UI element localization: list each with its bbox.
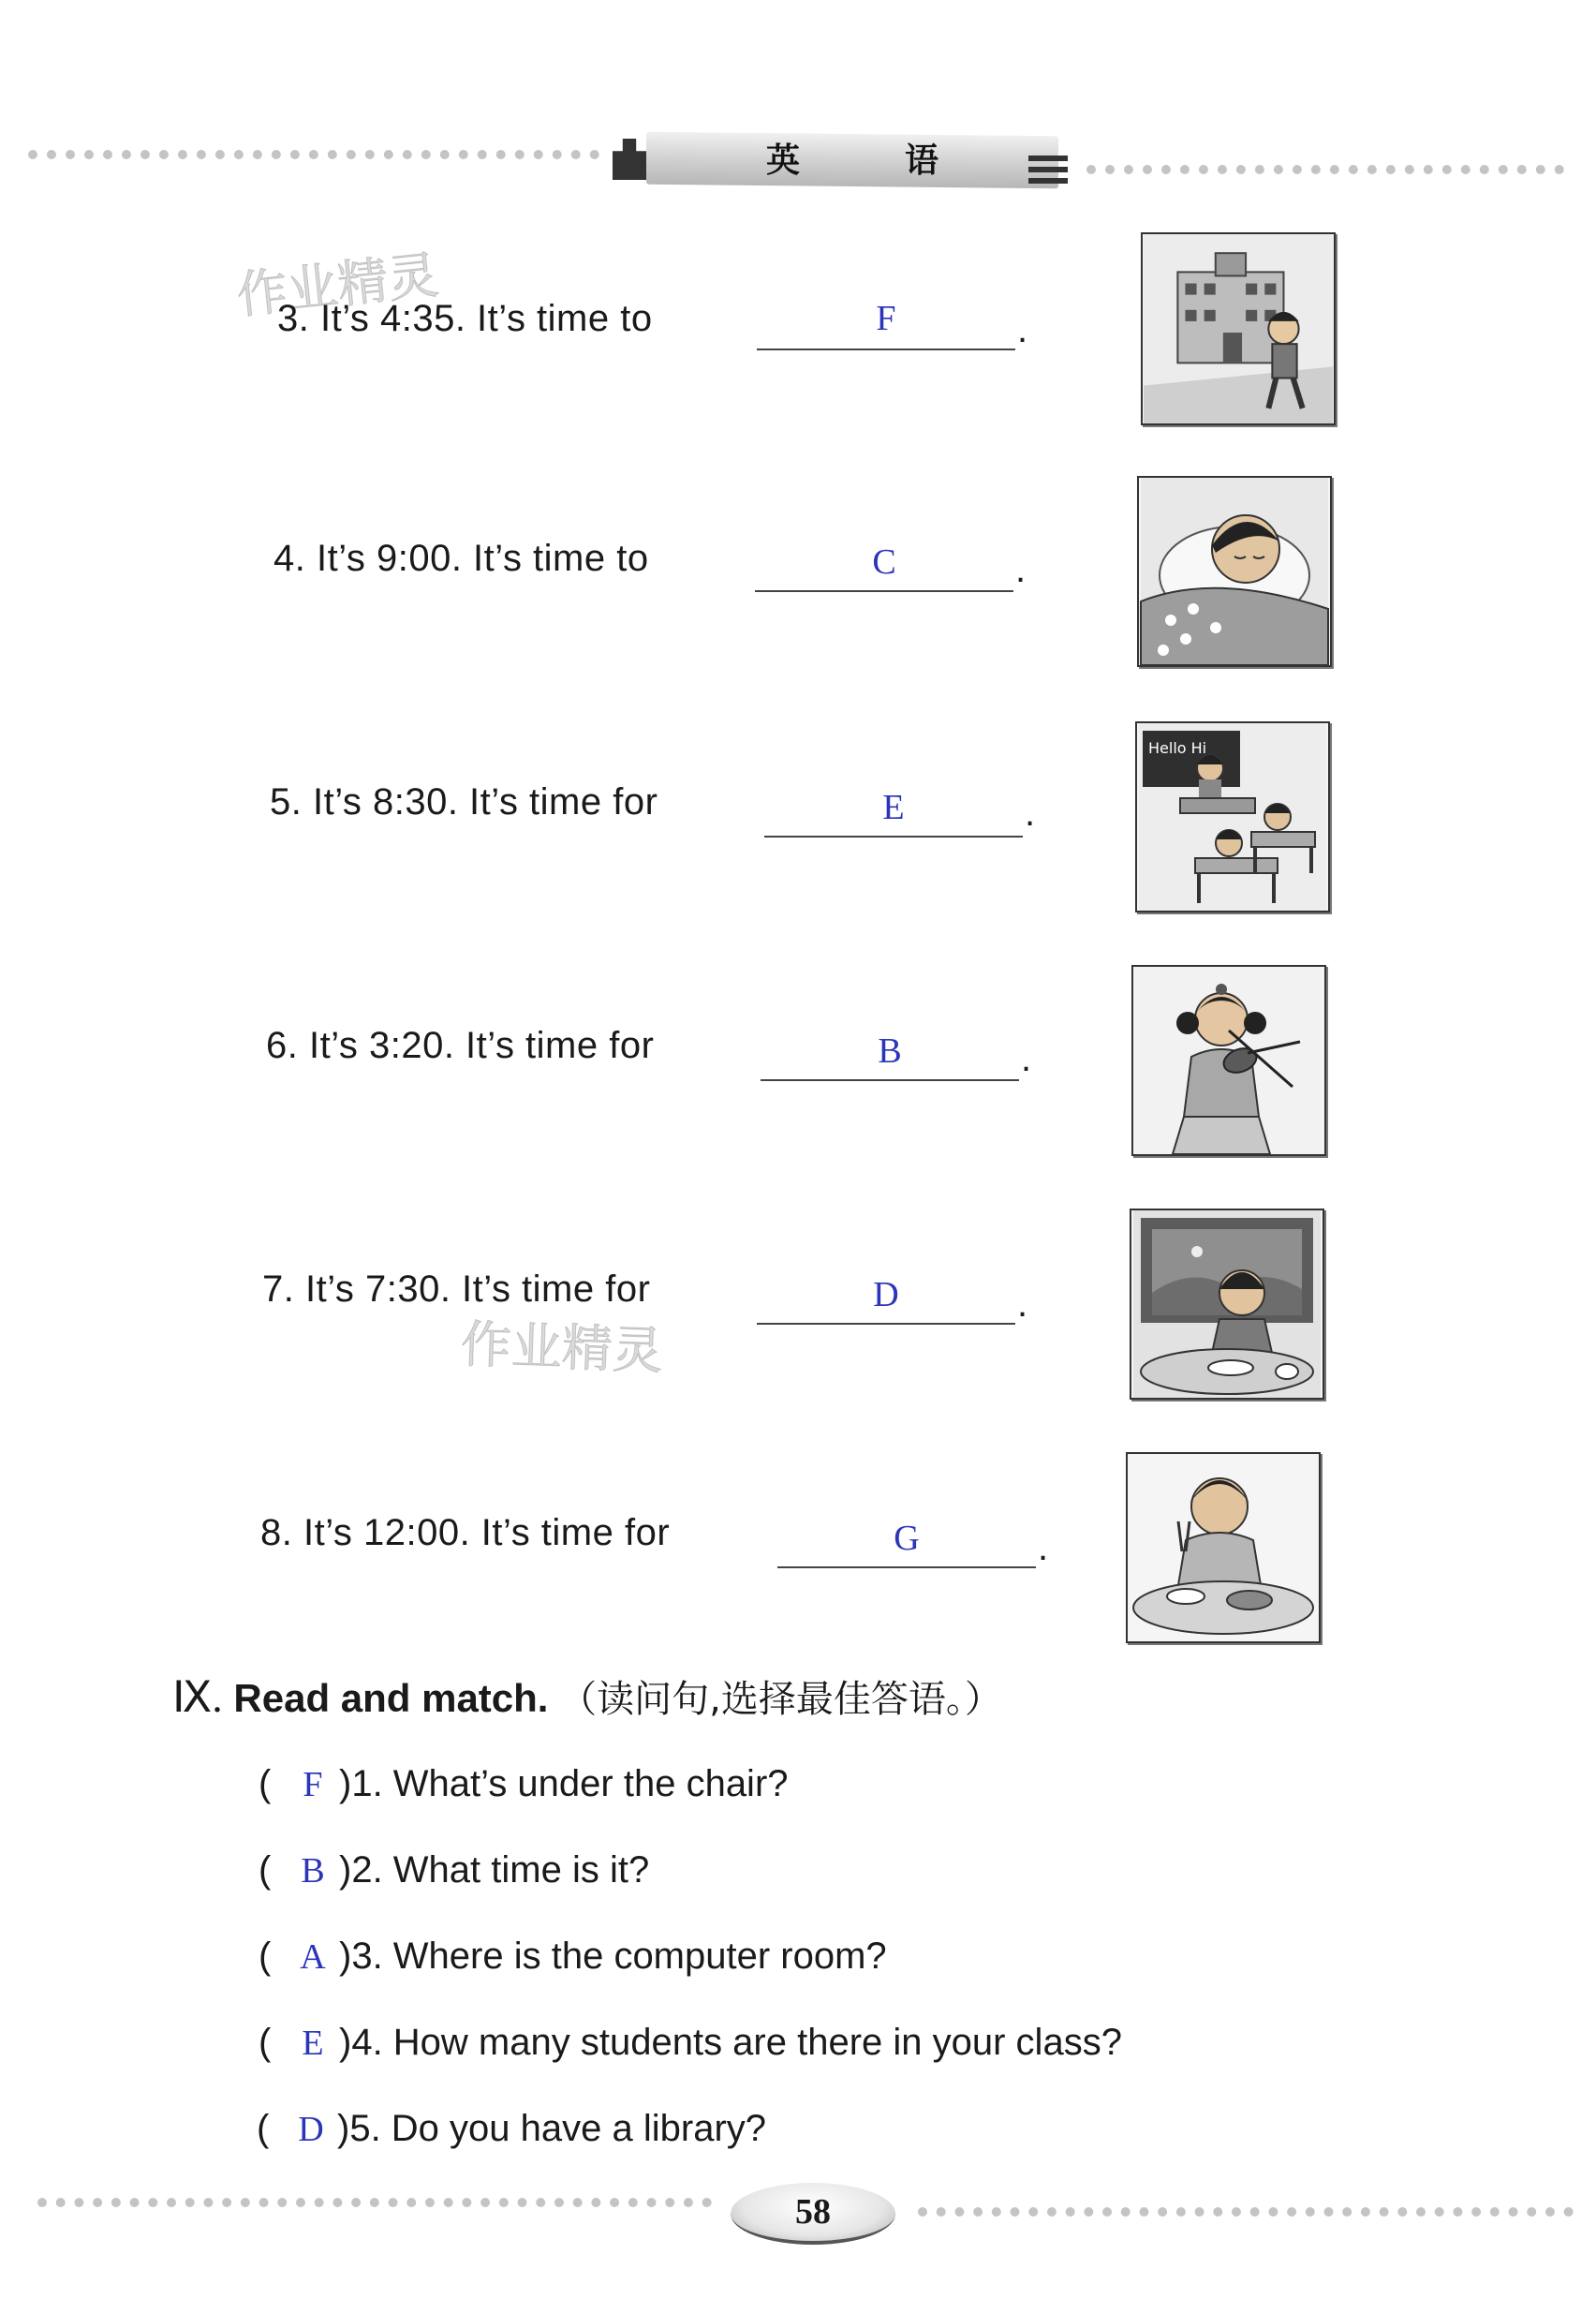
- watermark: 作业精灵: [233, 245, 442, 326]
- answer-letter: C: [872, 542, 896, 582]
- open-paren: (: [259, 1936, 272, 1977]
- question-text: 7. It’s 7:30. It’s time for: [262, 1268, 651, 1310]
- match-question: )5. Do you have a library?: [337, 2108, 767, 2149]
- answer-letter: F: [876, 299, 896, 338]
- blackboard-text: Hello Hi: [1148, 739, 1207, 757]
- match-item: [259, 1936, 887, 1978]
- school-building-boy-icon: [1141, 232, 1336, 425]
- sentence-period: .: [1017, 1283, 1028, 1325]
- match-answer[interactable]: F: [303, 1765, 323, 1804]
- section-number: Ⅸ.: [172, 1673, 223, 1721]
- answer-letter: E: [882, 788, 905, 827]
- sentence-period: .: [1017, 309, 1028, 350]
- match-question: )1. What’s under the chair?: [339, 1763, 789, 1804]
- match-answer[interactable]: E: [302, 2024, 324, 2063]
- question-text: 3. It’s 4:35. It’s time to: [277, 298, 653, 339]
- header-char-1: 英: [765, 141, 800, 180]
- page-number: 58: [731, 2183, 895, 2245]
- sentence-period: .: [1021, 1038, 1032, 1079]
- match-question: )4. How many students are there in your class?: [339, 2022, 1122, 2063]
- sentence-period: .: [1038, 1527, 1049, 1568]
- question-text: 5. It’s 8:30. It’s time for: [270, 781, 658, 823]
- footer-dotted-rule-left: [37, 2198, 712, 2207]
- answer-blank[interactable]: [777, 1566, 1036, 1568]
- header-subject: [646, 137, 1058, 185]
- sentence-period: .: [1025, 793, 1036, 834]
- answer-blank[interactable]: [757, 349, 1015, 350]
- header-dotted-rule-right: [1086, 165, 1564, 174]
- lunch-boy-icon: [1126, 1452, 1321, 1643]
- match-question: )3. Where is the computer room?: [339, 1936, 887, 1977]
- match-item: [257, 2108, 766, 2150]
- match-answer[interactable]: A: [300, 1937, 326, 1977]
- match-answer[interactable]: D: [298, 2110, 324, 2149]
- question-text: 6. It’s 3:20. It’s time for: [266, 1025, 655, 1066]
- open-paren: (: [257, 2108, 270, 2149]
- sleeping-boy-icon: [1137, 476, 1332, 667]
- match-item: [259, 1763, 789, 1805]
- answer-letter: D: [873, 1275, 899, 1314]
- open-paren: (: [259, 1763, 272, 1804]
- match-question: )2. What time is it?: [339, 1849, 650, 1891]
- classroom-icon: [1135, 721, 1330, 912]
- section-instruction: （读问句,选择最佳答语。）: [559, 1678, 1002, 1721]
- building-icon: [613, 139, 646, 180]
- section-title: Read and match.: [233, 1676, 549, 1720]
- match-answer[interactable]: B: [301, 1851, 325, 1891]
- match-item: [259, 2022, 1122, 2064]
- sentence-period: .: [1015, 549, 1027, 590]
- section-heading: [172, 1669, 1002, 1723]
- answer-letter: B: [878, 1031, 902, 1071]
- open-paren: (: [259, 2022, 272, 2063]
- answer-blank[interactable]: [764, 836, 1023, 838]
- open-paren: (: [259, 1849, 272, 1891]
- dinner-boy-icon: [1130, 1209, 1324, 1400]
- answer-blank[interactable]: [761, 1079, 1019, 1081]
- question-text: 8. It’s 12:00. It’s time for: [260, 1512, 671, 1553]
- footer-dotted-rule-right: [918, 2207, 1574, 2217]
- watermark: 作业精灵: [459, 1314, 664, 1381]
- answer-blank[interactable]: [755, 590, 1013, 592]
- violin-girl-icon: [1131, 965, 1326, 1156]
- match-item: [259, 1849, 649, 1891]
- question-text: 4. It’s 9:00. It’s time to: [273, 538, 649, 579]
- answer-blank[interactable]: [757, 1323, 1015, 1325]
- answer-letter: G: [894, 1519, 920, 1558]
- header-char-2: 语: [905, 141, 939, 180]
- header-dotted-rule-left: [28, 150, 599, 159]
